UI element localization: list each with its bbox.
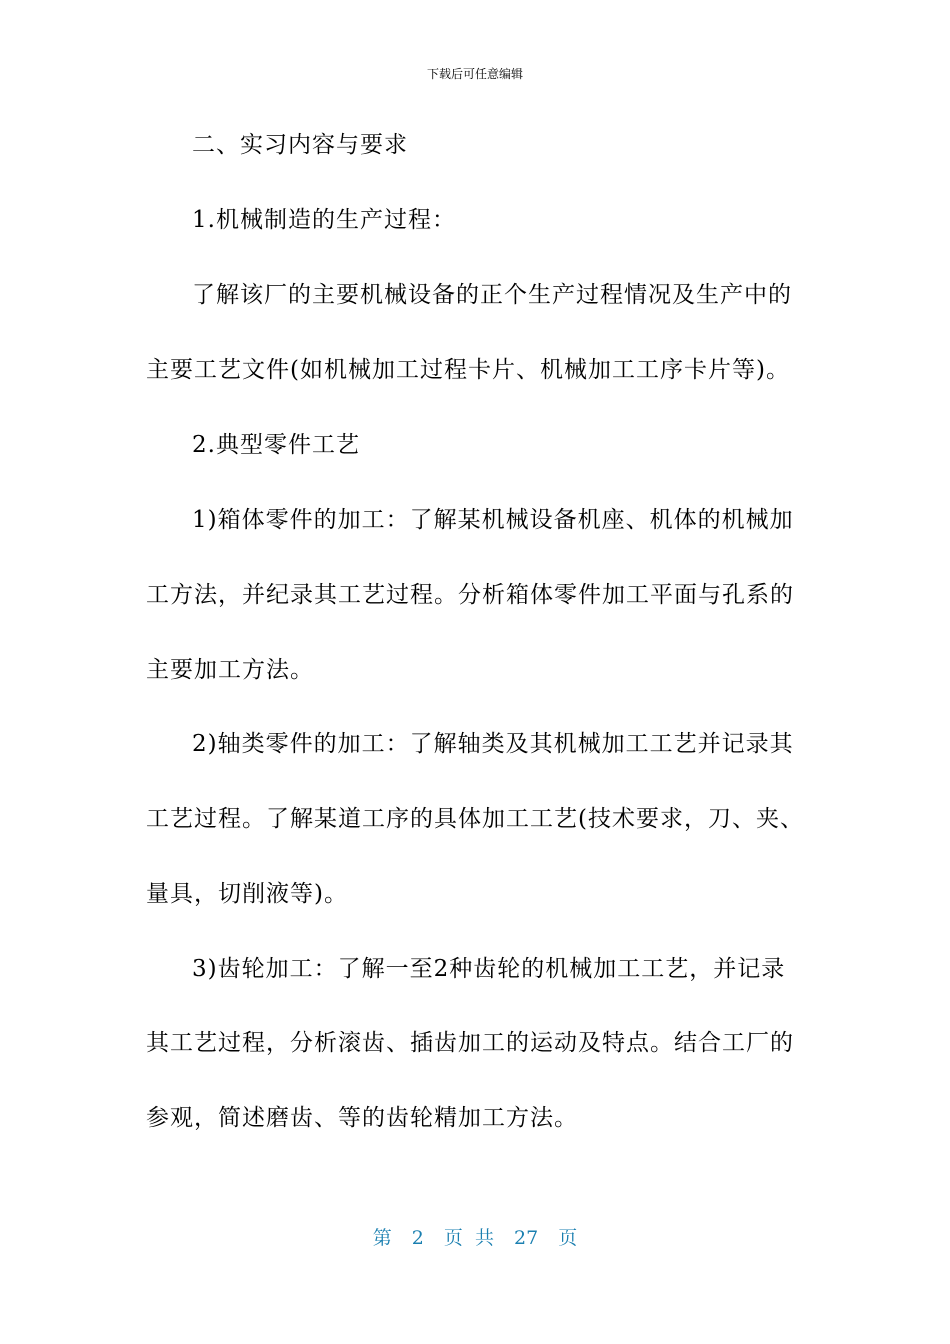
paragraph-line: 主要工艺文件(如机械加工过程卡片、机械加工工序卡片等)。 [146,357,790,383]
paragraph-line: 主要加工方法。 [146,657,314,683]
page-middle-text: 页 共 [443,1227,494,1249]
paragraph-line: 2)轴类零件的加工：了解轴类及其机械加工工艺并记录其 [192,731,794,757]
page-header: 下载后可任意编辑 [426,67,523,81]
subsection-heading-1: 1.机械制造的生产过程： [192,207,456,233]
page-prefix: 第 [372,1227,392,1249]
paragraph-line: 工艺过程。了解某道工序的具体加工工艺(技术要求，刀、夹、 [146,806,804,832]
paragraph-line: 3)齿轮加工：了解一至2种齿轮的机械加工工艺，并记录 [192,956,786,982]
subsection-heading-2: 2.典型零件工艺 [192,432,360,458]
paragraph-line: 了解该厂的主要机械设备的正个生产过程情况及生产中的 [192,282,792,308]
paragraph-line: 参观，简述磨齿、等的齿轮精加工方法。 [146,1105,578,1131]
paragraph-line: 工方法，并纪录其工艺过程。分析箱体零件加工平面与孔系的 [146,582,794,608]
paragraph-line: 量具，切削液等)。 [146,881,348,907]
paragraph-line: 1)箱体零件的加工：了解某机械设备机座、机体的机械加 [192,507,794,533]
total-pages-number: 27 [514,1227,539,1249]
current-page-number: 2 [411,1227,424,1249]
paragraph-line: 其工艺过程，分析滚齿、插齿加工的运动及特点。结合工厂的 [146,1030,794,1056]
page-suffix: 页 [558,1227,578,1249]
section-heading: 二、实习内容与要求 [192,132,408,158]
page-footer [0,1226,950,1250]
